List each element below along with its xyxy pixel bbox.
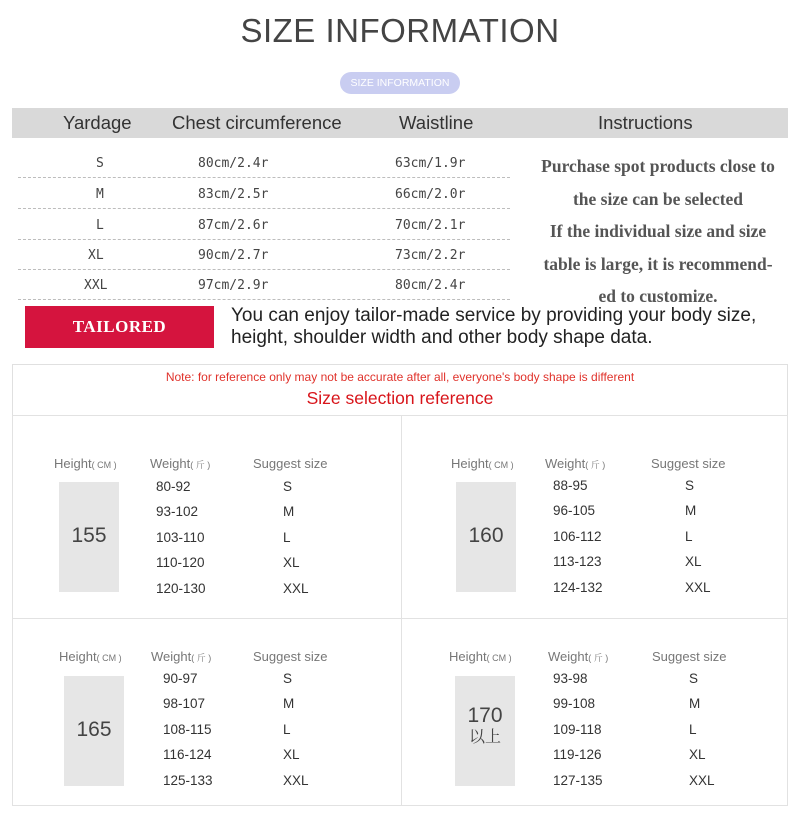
weight-col-header: Weight( 斤 ) [150,456,211,471]
height-col-header: Height( CM ) [54,456,117,471]
instruction-line: If the individual size and size [549,221,767,241]
suggested-size: XXL [689,773,715,788]
height-group-170 [401,618,788,806]
row-chest: 97cm/2.9r [198,278,269,293]
weight-col-header: Weight( 斤 ) [548,649,609,664]
row-divider [18,177,510,178]
suggest-col-header: Suggest size [652,649,727,664]
suggested-size: S [283,671,293,686]
weight-range: 93-98 [553,671,588,686]
row-waist: 73cm/2.2r [395,248,466,263]
row-size: S [96,156,104,171]
weight-range: 93-102 [156,504,199,519]
header-waistline: Waistline [399,112,474,133]
height-value: 165 [64,676,124,786]
row-chest: 90cm/2.7r [198,248,269,263]
row-waist: 63cm/1.9r [395,156,466,171]
row-chest: 80cm/2.4r [198,156,269,171]
weight-range: 88-95 [553,478,588,493]
suggested-size: M [283,696,295,711]
weight-range: 108-115 [163,722,212,737]
section-pill: SIZE INFORMATION [340,72,460,94]
header-instructions: Instructions [598,112,693,133]
instruction-line: Purchase spot products close to [541,156,775,176]
suggested-size: XXL [685,580,711,595]
weight-col-header: Weight( 斤 ) [151,649,212,664]
row-size: XXL [84,278,108,293]
row-divider [18,239,510,240]
weight-range: 80-92 [156,479,191,494]
suggest-col-header: Suggest size [253,649,328,664]
suggested-size: XXL [283,773,309,788]
suggested-size: L [283,722,291,737]
row-chest: 83cm/2.5r [198,187,269,202]
weight-range: 124-132 [553,580,603,595]
suggested-size: XL [689,747,706,762]
height-suffix: 以上 [468,729,501,746]
weight-range: 113-123 [553,554,602,569]
reference-title: Size selection reference [306,388,494,408]
weight-range: 120-130 [156,581,206,596]
tailored-badge: TAILORED [25,306,214,348]
height-group-155 [12,415,402,619]
row-chest: 87cm/2.6r [198,218,269,233]
row-divider [18,269,510,270]
instruction-line: table is large, it is recommend- [543,253,773,274]
weight-range: 98-107 [163,696,206,711]
weight-range: 106-112 [553,529,602,544]
height-group-165 [12,618,402,806]
row-waist: 70cm/2.1r [395,218,466,233]
suggest-col-header: Suggest size [253,456,328,471]
suggested-size: S [689,671,699,686]
row-waist: 80cm/2.4r [395,278,466,293]
weight-range: 90-97 [163,671,198,686]
weight-range: 116-124 [163,747,212,762]
row-size: XL [88,248,104,263]
instruction-line: the size can be selected [572,188,744,209]
suggested-size: XL [283,747,300,762]
height-value: 160 [456,482,516,592]
weight-range: 127-135 [553,773,603,788]
height-value: 155 [59,482,119,592]
suggested-size: M [685,503,697,518]
suggested-size: M [689,696,701,711]
row-divider [18,299,510,300]
instructions-text [516,150,800,313]
weight-range: 110-120 [156,555,205,570]
header-yardage: Yardage [63,112,132,133]
row-size: M [96,187,104,202]
suggested-size: S [685,478,695,493]
weight-range: 103-110 [156,530,205,545]
row-size: L [96,218,104,233]
weight-col-header: Weight( 斤 ) [545,456,606,471]
tailored-description: You can enjoy tailor-made service by providing your body size, height, shoulder width and other body shape data. [231,305,757,348]
suggested-size: L [685,529,693,544]
weight-range: 99-108 [553,696,596,711]
height-col-header: Height( CM ) [451,456,514,471]
weight-range: 119-126 [553,747,602,762]
suggested-size: XL [283,555,300,570]
height-group-160 [401,415,788,619]
page-title: SIZE INFORMATION [240,12,560,49]
header-chest: Chest circumference [172,112,342,133]
reference-note: Note: for reference only may not be accurate after all, everyone's body shape is different [165,370,635,384]
suggested-size: L [689,722,697,737]
suggest-col-header: Suggest size [651,456,726,471]
table-header [12,108,788,138]
height-value: 170 以上 [455,676,515,786]
row-waist: 66cm/2.0r [395,187,466,202]
suggested-size: L [283,530,291,545]
suggested-size: XL [685,554,702,569]
weight-range: 125-133 [163,773,213,788]
suggested-size: S [283,479,293,494]
row-divider [18,208,510,209]
height-col-header: Height( CM ) [449,649,512,664]
suggested-size: XXL [283,581,309,596]
suggested-size: M [283,504,295,519]
weight-range: 109-118 [553,722,602,737]
height-col-header: Height( CM ) [59,649,122,664]
weight-range: 96-105 [553,503,596,518]
instruction-line: ed to customize. [598,286,718,306]
